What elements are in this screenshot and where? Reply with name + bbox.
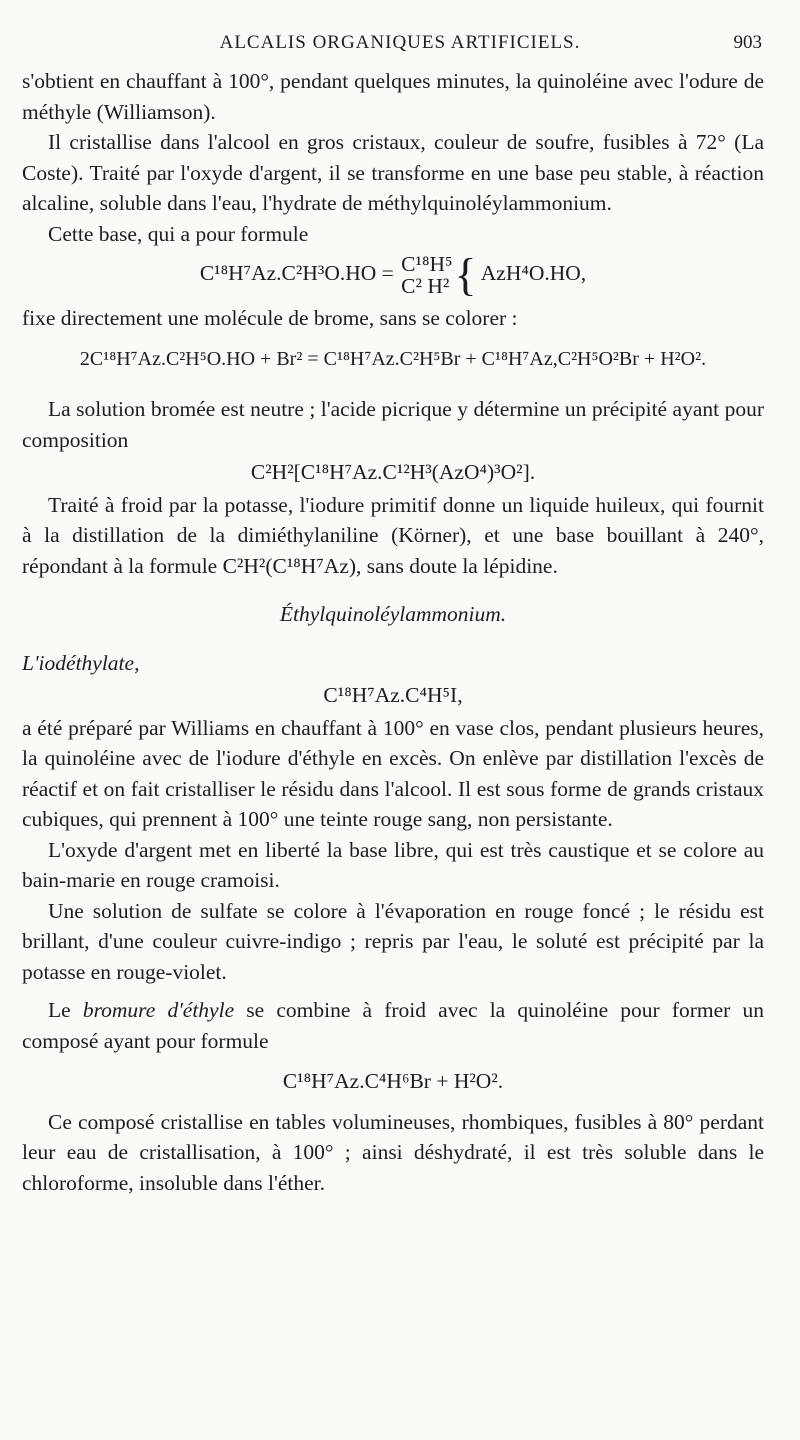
- running-header: [0, 30, 800, 56]
- p11-prefix: Le: [48, 998, 83, 1022]
- formula-iodethylate: C¹⁸H⁷Az.C⁴H⁵I,: [323, 683, 463, 707]
- brace-symbol: {: [454, 249, 477, 300]
- paragraph-10: Une solution de sulfate se colore à l'évaporation en rouge foncé ; le résidu est brillant, d'une couleur cuivre-indigo ; repris par l'eau, le soluté est précipité par la potasse en rouge-violet.: [22, 898, 764, 984]
- paragraph-7: L'iodéthylate,: [22, 650, 140, 675]
- paragraph-2: Il cristallise dans l'alcool en gros cristaux, couleur de soufre, fusibles à 72° (La Coste). Traité par l'oxyde d'argent, il se transforme en une base peu stable, à réaction alcaline, soluble dans l'eau, l'hydrate de méthylquinoléylammonium.: [22, 130, 764, 215]
- paragraph-12: Ce composé cristallise en tables volumineuses, rhombiques, fusibles à 80° perdant leur eau de cristallisation, à 100° ; ainsi déshydraté, il est très soluble dans le chloroforme, insoluble dans l'éther.: [22, 1109, 764, 1195]
- formula-1-top: C¹⁸H⁵: [401, 252, 453, 276]
- formula-methylquinoleylammonium-hydrate: [22, 249, 764, 300]
- formula-bromine-reaction: 2C¹⁸H⁷Az.C²H⁵O.HO + Br² = C¹⁸H⁷Az.C²H⁵Br + C¹⁸H⁷Az,C²H⁵O²Br + H²O².: [79, 347, 707, 370]
- formula-1-left: C¹⁸H⁷Az.C²H³O.HO =: [199, 260, 394, 285]
- p11-suffix: se combine à froid avec la quinoléine pour former un composé ayant pour formule: [22, 998, 764, 1053]
- section-heading: Éthylquinoléylammonium.: [279, 602, 507, 626]
- paragraph-3: Cette base, qui a pour formule: [48, 221, 309, 246]
- p11-italic: bromure d'éthyle: [82, 998, 235, 1022]
- formula-1-bottom: C² H²: [401, 274, 450, 298]
- paragraph-1: s'obtient en chauffant à 100°, pendant quelques minutes, la quinoléine avec l'odure de méthyle (Williamson).: [22, 69, 764, 124]
- body-text: [22, 66, 764, 1198]
- header-title: ALCALIS ORGANIQUES ARTIFICIELS.: [219, 32, 581, 53]
- paragraph-4: fixe directement une molécule de brome, sans se colorer :: [22, 306, 518, 330]
- page-number: 903: [733, 32, 762, 53]
- paragraph-9: L'oxyde d'argent met en liberté la base libre, qui est très caustique et se colore au bain-marie en rouge cramoisi.: [22, 837, 764, 892]
- paragraph-5: La solution bromée est neutre ; l'acide picrique y détermine un précipité ayant pour composition: [22, 397, 764, 452]
- paragraph-8: a été préparé par Williams en chauffant à 100° en vase clos, pendant plusieurs heures, la quinoléine avec de l'iodure d'éthyle en excès. On enlève par distillation l'excès de réactif et on fait cristalliser le résidu dans l'alcool. Il est sous forme de grands cristaux cubiques, qui prennent à 100° une teinte rouge sang, non persistante.: [22, 715, 764, 831]
- formula-1-stack: [401, 253, 452, 297]
- paragraph-11: [22, 995, 764, 1056]
- formula-bromoethylate: C¹⁸H⁷Az.C⁴H⁶Br + H²O².: [282, 1069, 504, 1093]
- formula-picrate: C²H²[C¹⁸H⁷Az.C¹²H³(AzO⁴)³O²].: [250, 460, 536, 484]
- formula-1-right: AzH⁴O.HO,: [480, 260, 587, 285]
- paragraph-6: Traité à froid par la potasse, l'iodure primitif donne un liquide huileux, qui fournit à la distillation de la dimiéthylaniline (Körner), et une base bouillant à 240°, répondant à la formule C²H²(C¹⁸H⁷Az), sans doute la lépidine.: [22, 492, 764, 578]
